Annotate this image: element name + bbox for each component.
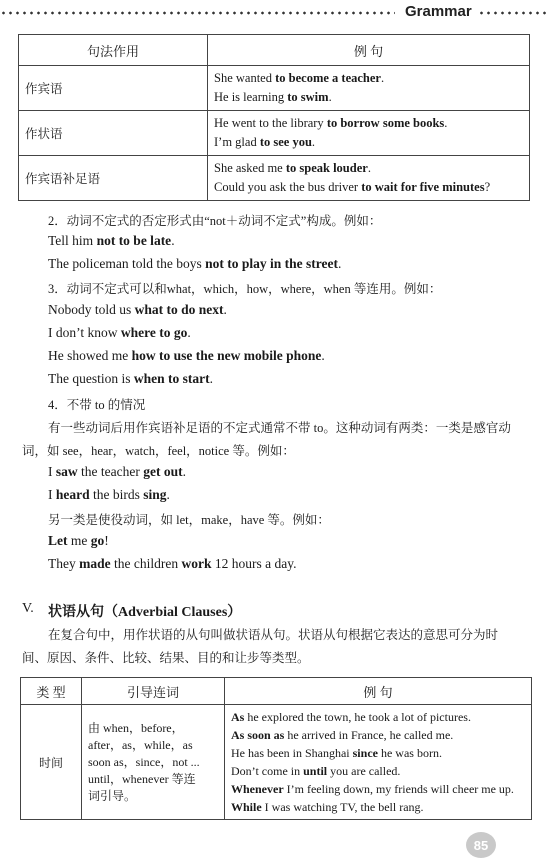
table1-role: 作宾语补足语 <box>19 156 208 201</box>
example-sentence: While I was watching TV, the bell rang. <box>231 800 424 814</box>
table2-header-conjunction: 引导连词 <box>82 678 225 705</box>
page-header <box>0 0 550 28</box>
example-sentence: Whenever I’m feeling down, my friends will cheer me up. <box>231 782 514 796</box>
point-2-heading: 2．动词不定式的否定形式由“not＋动词不定式”构成。例如： <box>48 214 382 228</box>
header-title: Grammar <box>405 3 472 20</box>
example-sentence: He is learning to swim. <box>214 90 332 104</box>
table1-role: 作宾语 <box>19 66 208 111</box>
header-dots-right <box>478 11 550 15</box>
example-sentence: As he explored the town, he took a lot of pictures. <box>231 710 471 724</box>
example-sentence: Nobody told us what to do next. <box>48 302 227 317</box>
table1-header-example: 例 句 <box>208 35 530 66</box>
example-sentence: She wanted to become a teacher. <box>214 71 385 85</box>
example-sentence: He went to the library to borrow some books. <box>214 116 448 130</box>
point-3-heading: 3．动词不定式可以和what，which，how，where，when 等连用。例如： <box>48 282 442 296</box>
example-sentence: Could you ask the bus driver to wait for five minutes? <box>214 180 491 194</box>
table1-role: 作状语 <box>19 111 208 156</box>
example-sentence: She asked me to speak louder. <box>214 161 371 175</box>
section-title: 状语从句（Adverbial Clauses） <box>48 605 242 620</box>
example-sentence: He showed me how to use the new mobile phone. <box>48 348 325 363</box>
adverbial-clause-table <box>20 677 532 820</box>
paragraph-text: 另一类是使役动词，如 let，make，have 等。例如： <box>48 513 330 527</box>
example-sentence: He has been in Shanghai since he was born. <box>231 746 442 760</box>
paragraph-text: 词，如 see，hear，watch，feel，notice 等。例如： <box>22 444 295 458</box>
table1-examples <box>208 66 530 111</box>
table2-header-type: 类 型 <box>21 678 82 705</box>
header-dots-left <box>0 11 395 15</box>
table-row <box>19 66 530 111</box>
example-sentence: I’m glad to see you. <box>214 135 316 149</box>
paragraph-text: 间、原因、条件、比较、结果、目的和让步等类型。 <box>22 651 310 665</box>
table1-examples <box>208 156 530 201</box>
table1-examples <box>208 111 530 156</box>
example-sentence: They made the children work 12 hours a day. <box>48 556 297 571</box>
example-sentence: Don’t come in until you are called. <box>231 764 401 778</box>
example-sentence: The policeman told the boys not to play in the street. <box>48 256 342 271</box>
clause-type: 时间 <box>21 705 82 820</box>
paragraph-text: 有一些动词后用作宾语补足语的不定式通常不带 to。这种动词有两类：一类是感官动 <box>48 421 511 435</box>
table-row <box>19 111 530 156</box>
example-sentence: Let me go! <box>48 533 109 548</box>
table1-header-function: 句法作用 <box>19 35 208 66</box>
table2-header-example: 例 句 <box>225 678 532 705</box>
example-sentence: I heard the birds sing. <box>48 487 170 502</box>
example-sentence: The question is when to start. <box>48 371 213 386</box>
point-4-heading: 4．不带 to 的情况 <box>48 398 146 412</box>
page-number: 85 <box>466 832 496 858</box>
section-number: V. <box>22 601 34 616</box>
table-row <box>21 705 532 820</box>
paragraph-text: 在复合句中，用作状语的从句叫做状语从句。状语从句根据它表达的意思可分为时 <box>48 628 499 642</box>
example-sentence: Tell him not to be late. <box>48 233 175 248</box>
example-sentence: I saw the teacher get out. <box>48 464 186 479</box>
infinitive-function-table <box>18 34 530 201</box>
example-sentence: I don’t know where to go. <box>48 325 191 340</box>
table-row <box>19 156 530 201</box>
conjunction-list: 由 when，before， after，as，while，as soon as，since，not ... until，whenever 等连 词引导。 <box>82 705 225 820</box>
table2-examples <box>225 705 532 820</box>
example-sentence: As soon as he arrived in France, he called me. <box>231 728 454 742</box>
